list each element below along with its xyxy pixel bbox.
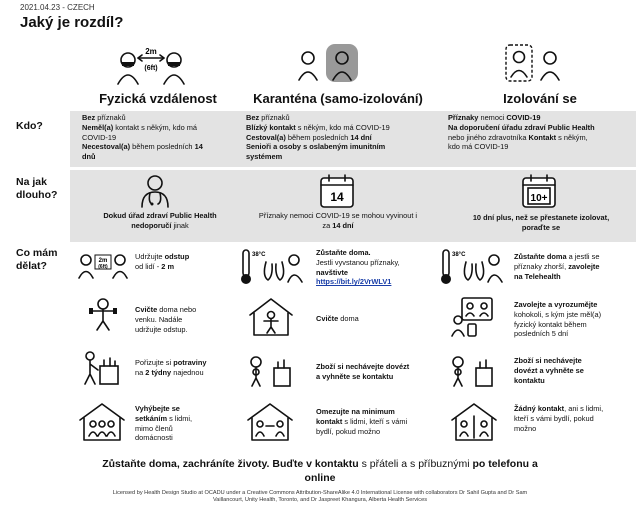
todo-isolation-1: Zůstaňte doma a jestli se příznaky zhorší, zavolejte na Telehealth <box>514 252 600 281</box>
todo-isolation-2: Zavolejte a vyrozumějte kohokoli, s kým jste měl(a) fyzický kontakt během posledních 5 dní <box>514 300 602 339</box>
column-heading-physical-distance: Fyzická vzdálenost <box>99 91 217 106</box>
fever-call-icon <box>440 246 504 288</box>
exercise-person-icon <box>88 297 118 331</box>
calendar-14-icon <box>320 174 354 208</box>
phone-contacts-icon <box>450 296 502 338</box>
groceries-icon <box>82 350 122 386</box>
todo-physical-distance-3: Pořizujte si potraviny na 2 týdny najednou <box>135 358 207 377</box>
row-label-how-long: Na jak dlouho? <box>16 176 58 202</box>
calendar-14-label: 14 <box>330 190 344 204</box>
todo-quarantine-2: Cvičte doma <box>316 314 359 323</box>
calendar-10-label: 10+ <box>530 193 548 204</box>
delivery-icon <box>248 350 294 388</box>
row-label-what-to-do: Co mám dělat? <box>16 247 58 273</box>
todo-physical-distance-1: Udržujte odstup od lidí - 2 m <box>135 252 190 271</box>
fever-symptoms-icon <box>240 246 304 288</box>
delivery-isolation-icon <box>450 350 496 388</box>
date-label: 2021.04.23 - CZECH <box>20 3 95 12</box>
health-worker-icon <box>140 174 170 208</box>
todo-quarantine-3: Zboží si nechávejte dovézt a vyhněte se kontaktu <box>316 362 410 381</box>
temperature-label-2: 38°C <box>452 252 466 258</box>
house-no-contact-icon <box>450 402 498 442</box>
distance-small-sub-label: (6ft) <box>98 264 108 270</box>
house-distance-icon <box>246 402 294 442</box>
distance-small-label: 2m <box>98 258 108 264</box>
column-heading-isolation: Izolování se <box>503 91 577 106</box>
distance-top-sub-label: (6ft) <box>144 65 158 72</box>
page-title: Jaký je rozdíl? <box>20 14 124 31</box>
license-text: Licensed by Health Design Studio at OCADU under a Creative Commons Attribution-ShareAlike 4.0 International License with collaborators Dr Sahil Gupta and Dr Sam Vaillancourt, Unity Health, Toronto, and Dr Jaspreet Khangura, Alberta Health Services <box>112 490 528 504</box>
who-isolation-text: Příznaky nemoci COVID-19 Na doporučení úřadu zdraví Public Health nebo jiného zdravotníka Kontakt s někým, kdo má COVID-19 <box>448 113 595 152</box>
covid-info-link[interactable]: https://bit.ly/2VrWLV1 <box>316 277 392 287</box>
temperature-label-1: 38°C <box>252 252 266 258</box>
row-label-who: Kdo? <box>16 120 43 132</box>
who-physical-distance-text: Bez příznaků Neměl(a) kontakt s někým, kdo má COVID-19 Necestoval(a) během posledních 14 dnů <box>82 113 203 162</box>
column-heading-quarantine: Karanténa (samo-izolování) <box>253 91 423 106</box>
todo-physical-distance-2: Cvičte doma nebo venku. Nadále udržujte odstup. <box>135 305 197 334</box>
how-long-quarantine-text: Příznaky nemoci COVID-19 se mohou vyvinout i za 14 dní <box>258 211 418 230</box>
distance-top-label: 2m <box>145 47 157 56</box>
calendar-10-icon <box>522 174 556 208</box>
footer-message: Zůstaňte doma, zachráníte životy. Buďte v kontaktu s přáteli a s příbuznými po telefonu a online <box>102 458 538 484</box>
house-group-icon <box>78 402 126 442</box>
quarantine-people-icon <box>296 44 360 84</box>
isolation-people-icon <box>505 44 565 84</box>
house-exercise-icon <box>248 297 294 337</box>
todo-physical-distance-4: Vyhýbejte se setkáním s lidmi, mimo členů domácnosti <box>135 404 193 443</box>
physical-distance-people-icon <box>116 48 186 88</box>
todo-quarantine-4: Omezujte na minimum kontakt s lidmi, kteří s vámi bydlí, pokud možno <box>316 407 408 436</box>
todo-isolation-4: Žádný kontakt, ani s lidmi, kteří s vámi bydlí, pokud možno <box>514 404 604 433</box>
how-long-physical-distance-text: Dokud úřad zdraví Public Health nedoporučí jinak <box>103 211 217 230</box>
distance-small-icon <box>78 250 128 280</box>
todo-quarantine-1: Zůstaňte doma. Jestli vyvstanou příznaky, navštivte https://bit.ly/2VrWLV1 <box>316 248 400 287</box>
who-quarantine-text: Bez příznaků Blízký kontakt s někým, kdo má COVID-19 Cestoval(a) během posledních 14 dní Senioři a osoby s oslabeným imunitním systémem <box>246 113 390 162</box>
todo-isolation-3: Zboží si nechávejte dovézt a vyhněte se kontaktu <box>514 356 584 385</box>
how-long-isolation-text: 10 dní plus, než se přestanete izolovat, poraďte se <box>472 213 610 232</box>
